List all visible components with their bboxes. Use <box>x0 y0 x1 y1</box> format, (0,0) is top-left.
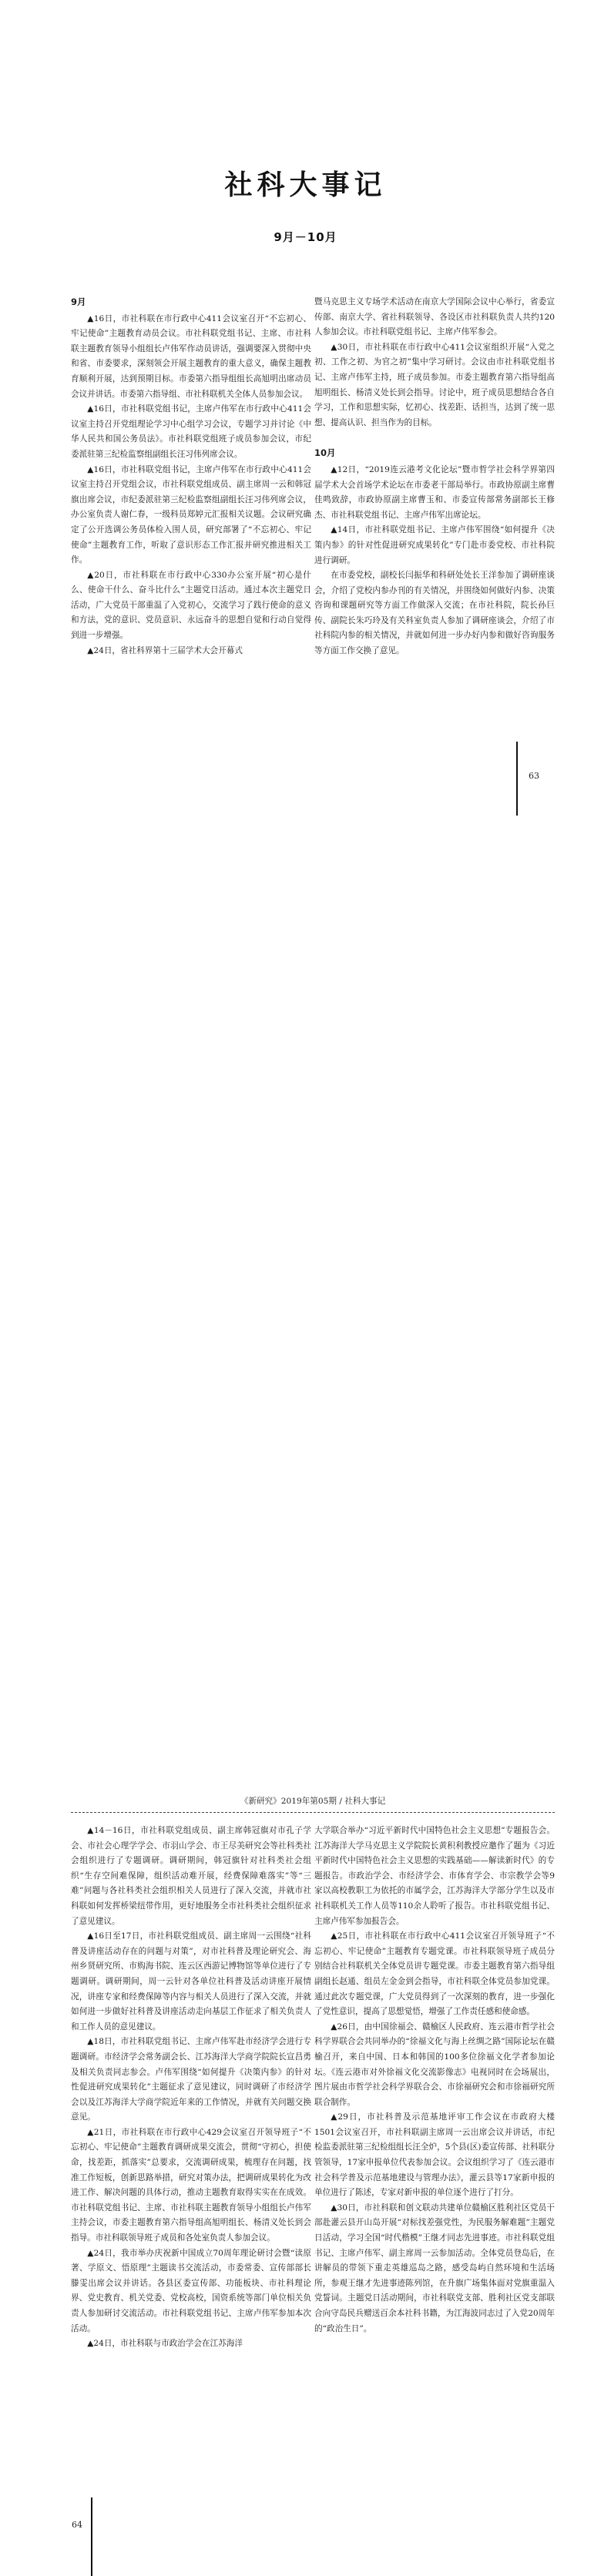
event-paragraph: ▲16日至17日，市社科联党组成员、副主席周一云围绕“社科普及讲座活动存在的问题与对策”，对市社科普及理论研究会、海州乡贤研究所、市购海书院、连云区西游记博物馆等单位进行了专题调研。调研期间，周一云针对各单位社科普及活动讲座开展情况，讲座专家和经费保障等内容与相关人员进行了深入交流，并就如何进一步做好社科普及讲座活动走向基层工作征求了相关负责人和工作人员的意见建议。 <box>71 1931 311 2032</box>
event-paragraph-continued: 暨马克思主义专场学术活动在南京大学国际会议中心举行，省委宣传部、南京大学、省社科联领导、各设区市社科联负责人共约120人参加会议。市社科联党组书记、主席卢伟军参会。 <box>314 297 555 337</box>
page-number: 64 <box>72 2520 82 2530</box>
page-number: 63 <box>529 771 539 781</box>
event-paragraph: ▲20日，市社科联在市行政中心330办公室开展“初心是什么、使命干什么、奋斗比什么”主题党日活动。通过本次主题党日活动，广大党员干部重温了入党初心，交流学习了践行使命的意义和方法，党的意识、党员意识、永远奋斗的思想自觉和行动自觉得到进一步增强。 <box>71 570 311 641</box>
event-paragraph: 在市委党校，副校长闫振华和科研处处长王洋参加了调研座谈会，介绍了党校内参办刊的有关情况，并围绕如何做好内参、决策咨询和课题研究等方面工作做深入交流；在市社科院，院长孙巨传、副院长朱巧玲及有关科室负责人参加了调研座谈会，介绍了市社科院内参的相关情况，并就如何进一步办好内参和做好咨询服务等方面工作交换了意见。 <box>314 571 555 656</box>
event-paragraph: ▲25日，市社科联在市行政中心411会议室召开领导班子“不忘初心、牢记使命”主题教育专题党课。市社科联领导班子成员分别结合社科联机关全体党员讲专题党课。市委主题教育第六指导组副组长赵通、组员左金金到会指导，市社科联全体党员参加党课。通过此次专题党课，广大党员得到了一次深刻的教育，进一步强化了党性意识，提高了思想觉悟，增强了工作责任感和使命感。 <box>314 1931 555 2017</box>
page-63 <box>0 0 611 863</box>
page-64 <box>0 863 611 2530</box>
page-63-left-column <box>71 295 311 757</box>
page-63-right-column <box>314 295 555 719</box>
running-header: 《新研究》2019年第05期 / 社科大事记 <box>240 1797 386 1806</box>
header-divider <box>71 1812 555 1813</box>
event-paragraph: ▲30日，市社科联在市行政中心411会议室组织开展“入党之初、工作之初、为官之初”集中学习研讨。会议由市社科联党组书记、主席卢伟军主持，班子成员参加。市委主题教育第六指导组高旭明组长、杨清义处长到会指导。讨论中，班子成员思想结合各自学习，工作和思想实际，忆初心、找差距、话担当，达到了统一思想、提高认识、担当作为的目标。 <box>314 342 555 427</box>
page-64-right-column <box>314 1824 555 2486</box>
event-paragraph: ▲29日，市社科普及示范基地评审工作会议在市政府大楼1501会议室召开，市社科联副主席周一云出席会议并讲话，市纪检监委派驻第三纪检组组长汪全炉，5个县(区)委宣传部、社科联分管领导，17家申报单位代表参加会议。会议组织学习了《连云港市社会科学普及示范基地建设与管理办法》，灌云县等17家新申报的单位进行了陈述，专家对新申报的单位逐个进行了打分。 <box>314 2112 555 2198</box>
month-heading-october: 10月 <box>314 447 336 459</box>
event-paragraph: ▲16日，市社科联党组书记，主席卢伟军在市行政中心411会议室主持召开党组理论学习中心组学习会议，专题学习并讨论《中华人民共和国公务员法》。市社科联党组班子成员参加会议，市纪委派驻第三纪检监察组副组长汪习伟列席会议。 <box>71 404 311 459</box>
page-title: 社科大事记 <box>224 169 387 201</box>
event-paragraph: ▲16日，市社科联在市行政中心411会议室召开“不忘初心、牢记使命”主题教育动员会议。市社科联党组书记、主席、市社科联主题教育领导小组组长卢伟军作动员讲话，强调要深入贯彻中央和省、市委要求，深刻领会开展主题教育的重大意义，确保主题教育顺利开展，达到预期目标。市委第六指导组组长高旭明出席动员会议并讲话。市委第六指导组、市社科联机关全体人员参加会议。 <box>71 313 311 399</box>
event-paragraph: ▲14日，市社科联党组书记、主席卢伟军围绕“如何提升《决策内参》的针对性促进研究成果转化”专门赴市委党校、市社科院进行调研。 <box>314 525 555 565</box>
event-paragraph: ▲26日，由中国徐福会、赣榆区人民政府、连云港市哲学社会科学界联合会共同举办的“徐福文化与海上丝绸之路”国际论坛在赣榆召开，来自中国、日本和韩国的100多位徐福文化学者参加论坛。《连云港市对外徐福文化交流影像志》电视同时在会场展出，图片展由市哲学社会科学界联合会、市徐福研究会和市徐福研究所联合制作。 <box>314 2022 555 2107</box>
event-paragraph: ▲24日，我市举办庆祝新中国成立70周年理论研讨会暨“读原著、学原文、悟原理”主题读书交流活动，市委常委、宣传部部长滕雯出席会议并讲话。各县区委宣传部、功能板块、市社科理论界、党史教育、机关党委、党校高校，国资系统等部门单位相关负责人参加研讨交流活动。市社科联党组书记、主席卢伟军参加本次活动。 <box>71 2248 311 2333</box>
event-paragraph: ▲12日，“2019连云港考文化论坛”暨市哲学社会科学界第四届学术大会首场学术论坛在市委老干部局举行。市政协原副主席曹佳鸣致辞，市政协原副主席曹玉和、市委宣传部常务副部长王修杰、市社科联党组书记、主席卢伟军出席论坛。 <box>314 464 555 520</box>
event-paragraph: ▲24日，省社科界第十三届学术大会开幕式 <box>87 645 243 655</box>
event-paragraph-continued: 大学联合举办“习近平新时代中国特色社会主义思想”专题报告会。江苏海洋大学马克思主义学院院长黄积利教授应邀作了题为《习近平新时代中国特色社会主义思想的实践基础——解读新时代》的专题报告。市政治学会、市经济学会、市体育学会、市宗教学会等9家以高校教职工为依托的市属学会，江苏海洋大学部分学生以及市社科联机关工作人员等110余人聆听了报告。市社科联党组书记、主席卢伟军参加报告会。 <box>314 1826 555 1926</box>
event-paragraph: ▲18日，市社科联党组书记、主席卢伟军赴市经济学会进行专题调研。市经济学会常务副会长、江苏海洋大学商学院院长宣昌勇及相关负责同志参会。卢伟军围绕“如何提升《决策内参》的针对性促进研究成果转化”主题征求了意见建议，同时调研了市经济学会以及江苏海洋大学商学院近年来的工作情况，并就有关问题交换意见。 <box>71 2037 311 2122</box>
event-paragraph: ▲30日，市社科联和创文联动共建单位赣榆区胜利社区党员干部赴灌云县开山岛开展“对标找差强党性，为民服务解难题”主题党日活动，学习全国“时代楷模”王继才同志先进事迹。市社科联党组书记、主席卢伟军、副主席周一云参加活动。全体党员登岛后，在讲解员的带领下重走英雄巡岛之路，感受岛屿自然环境和生活场所，参观王继才先进事迹陈列馆，在升旗广场集体面对党旗重温入党誓词。主题党日活动期间，市社科联党支部、胜利社区党支部联合向守岛民兵赠送百余本社科书籍，为江海波同志过了入党20周年的“政治生日”。 <box>314 2202 555 2333</box>
page-number-rule <box>91 2497 92 2576</box>
page-number-rule <box>516 742 518 816</box>
event-paragraph: ▲24日，市社科联与市政治学会在江苏海洋 <box>87 2339 243 2349</box>
month-heading-september: 9月 <box>71 296 86 307</box>
page-64-left-column <box>71 1824 311 2486</box>
event-paragraph: ▲14－16日，市社科联党组成员、副主席韩冠旗对市孔子学会、市社会心理学学会、市羽山学会、市王尽美研究会等社科类社会组织进行了专题调研。调研期间，韩冠旗针对社科类社会组织“生存空间难保障，组织活动难开展，经费保障难落实”等“三难”问题与各社科类社会组织相关人员进行了深入交流，并就市社科联如何发挥桥梁纽带作用，更好地服务全市社科类社会组织征求了意见建议。 <box>71 1826 311 1926</box>
page-subtitle: 9月－10月 <box>274 230 337 244</box>
event-paragraph: ▲21日，市社科联在市行政中心429会议室召开领导班子“不忘初心、牢记使命”主题教育调研成果交流会，贯彻“守初心，担使命，找差距，抓落实”总要求，交流调研成果，梳理存在问题，找准工作短板，创新思路举措，研究对策办法，把调研成果转化为改进工作、解决问题的具体行动，推动主题教育取得实实在在成效。市社科联党组书记、主席、市社科联主题教育领导小组组长卢伟军主持会议，市委主题教育第六指导组高旭明组长、杨清义处长到会指导。市社科联领导班子成员和各处室负责人参加会议。 <box>71 2127 311 2243</box>
event-paragraph: ▲16日，市社科联党组书记，主席卢伟军在市行政中心411会议室主持召开党组会议，市社科联党组成员、副主席周一云和韩冠旗出席会议，市纪委派驻第三纪检监察组副组长汪习伟列席会议，办公室负责人谢仁春，一级科员郑婷元汇报相关议题。会议研究确定了公开选调公务员体检入围人员，研究部署了“不忘初心、牢记使命”主题教育工作，听取了意识形态工作汇报并研究推进相关工作。 <box>71 464 311 565</box>
